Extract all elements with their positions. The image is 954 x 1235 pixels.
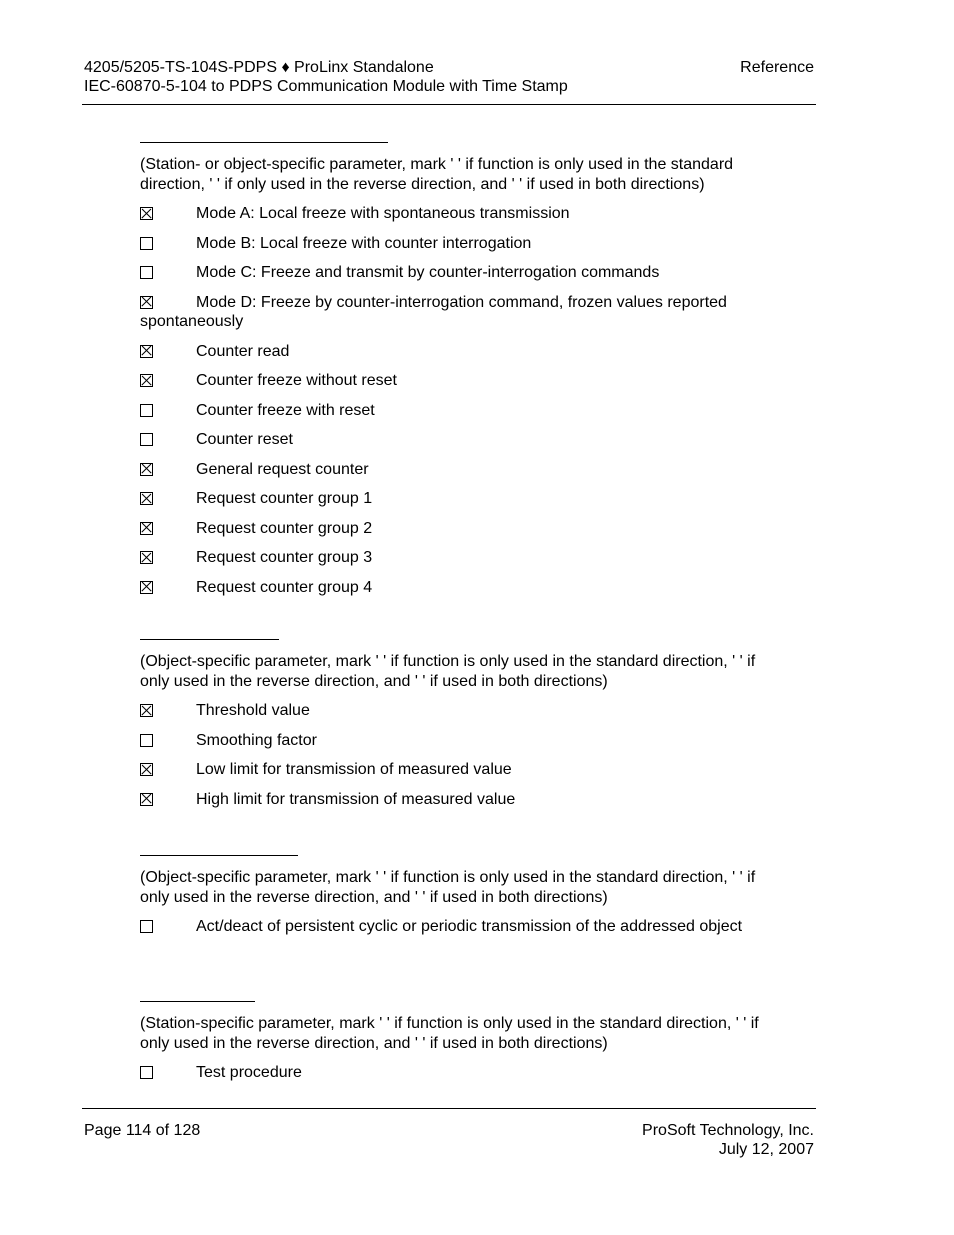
checked-box-icon (140, 374, 153, 387)
checked-box-icon (140, 763, 153, 776)
checkbox-item (140, 342, 760, 362)
checkbox-item (140, 578, 760, 598)
checkbox-item (140, 917, 760, 937)
checkbox-item (140, 548, 760, 568)
unchecked-box-icon (140, 920, 153, 933)
checkbox-item-label: High limit for transmission of measured value (196, 790, 516, 808)
checkbox-item-label: Mode D: Freeze by counter-interrogation command, frozen values reported spontaneously (140, 293, 727, 330)
section-parameter-activation (140, 855, 760, 937)
checked-box-icon (140, 793, 153, 806)
checked-box-icon (140, 463, 153, 476)
section-heading-rule (140, 639, 279, 640)
checkbox-list (140, 1063, 760, 1083)
unchecked-box-icon (140, 1066, 153, 1079)
unchecked-box-icon (140, 433, 153, 446)
unchecked-box-icon (140, 266, 153, 279)
checkbox-item (140, 790, 760, 810)
section-heading-rule (140, 142, 388, 143)
unchecked-box-icon (140, 404, 153, 417)
page-number: Page 114 of 128 (84, 1122, 201, 1139)
checkbox-item-label: Low limit for transmission of measured value (196, 761, 512, 778)
checkbox-item-label: Request counter group 3 (196, 549, 373, 566)
checked-box-icon (140, 207, 153, 220)
running-header (84, 58, 568, 96)
checkbox-item-label: Test procedure (196, 1064, 302, 1081)
checkbox-item-label: Request counter group 4 (196, 578, 373, 596)
checkbox-item (140, 263, 760, 283)
checkbox-item (140, 293, 760, 332)
checkbox-item-label: Request counter group 2 (196, 519, 373, 537)
checkbox-item (140, 401, 760, 421)
footer-company: ProSoft Technology, Inc. (642, 1122, 814, 1139)
checkbox-item-label: Threshold value (196, 702, 310, 719)
checkbox-item (140, 234, 760, 254)
section-intro: (Station-specific parameter, mark ' ' if function is only used in the standard direction, ' ' if only used in the reverse direction, and ' ' if used in both directions) (140, 1015, 759, 1052)
checkbox-list (140, 917, 760, 937)
footer-rule (82, 1108, 816, 1109)
checkbox-item-label: Request counter group 1 (196, 490, 373, 507)
header-section-label: Reference (740, 59, 814, 76)
checkbox-list (140, 701, 760, 809)
checkbox-item (140, 519, 760, 539)
checked-box-icon (140, 345, 153, 358)
footer-date: July 12, 2007 (718, 1141, 814, 1158)
checkbox-list (140, 204, 760, 597)
section-parameter-loading (140, 639, 760, 809)
header-product-line: 4205/5205-TS-104S-PDPS ♦ ProLinx Standalone (84, 59, 434, 76)
checkbox-item-label: Counter reset (196, 431, 293, 448)
checkbox-item-label: Act/deact of persistent cyclic or periodic transmission of the addressed object (196, 918, 743, 935)
section-heading-rule (140, 855, 298, 856)
section-intro: (Object-specific parameter, mark ' ' if function is only used in the standard direction, ' ' if only used in the reverse direction, and ' ' if used in both directions) (140, 653, 756, 690)
checked-box-icon (140, 581, 153, 594)
unchecked-box-icon (140, 237, 153, 250)
section-counter-interrogation (140, 142, 760, 597)
checkbox-item (140, 460, 760, 480)
checked-box-icon (140, 492, 153, 505)
header-rule (82, 104, 816, 105)
checkbox-item-label: Counter freeze with reset (196, 401, 375, 419)
section-test-procedure (140, 1001, 760, 1083)
unchecked-box-icon (140, 734, 153, 747)
checkbox-item (140, 1063, 760, 1083)
footer-publisher (642, 1121, 814, 1159)
checkbox-item-label: Mode C: Freeze and transmit by counter-interrogation commands (196, 264, 660, 281)
checked-box-icon (140, 704, 153, 717)
checkbox-item-label: Counter read (196, 342, 290, 360)
checked-box-icon (140, 522, 153, 535)
header-module-title: IEC-60870-5-104 to PDPS Communication Module with Time Stamp (84, 78, 568, 95)
checkbox-item (140, 731, 760, 751)
checkbox-item-label: Mode A: Local freeze with spontaneous transmission (196, 205, 570, 222)
checkbox-item-label: Smoothing factor (196, 731, 317, 749)
checkbox-item-label: Counter freeze without reset (196, 372, 397, 389)
checkbox-item (140, 204, 760, 224)
checked-box-icon (140, 296, 153, 309)
checkbox-item (140, 701, 760, 721)
checkbox-item-label: General request counter (196, 460, 369, 478)
checkbox-item (140, 489, 760, 509)
section-intro: (Object-specific parameter, mark ' ' if function is only used in the standard direction, ' ' if only used in the reverse direction, and ' ' if used in both directions) (140, 869, 756, 906)
checkbox-item (140, 760, 760, 780)
section-heading-rule (140, 1001, 255, 1002)
section-intro: (Station- or object-specific parameter, mark ' ' if function is only used in the standard direction, ' ' if only used in the reverse direction, and ' ' if used in both directions) (140, 156, 734, 193)
checkbox-item (140, 371, 760, 391)
checkbox-item-label: Mode B: Local freeze with counter interrogation (196, 234, 532, 252)
checked-box-icon (140, 551, 153, 564)
checkbox-item (140, 430, 760, 450)
